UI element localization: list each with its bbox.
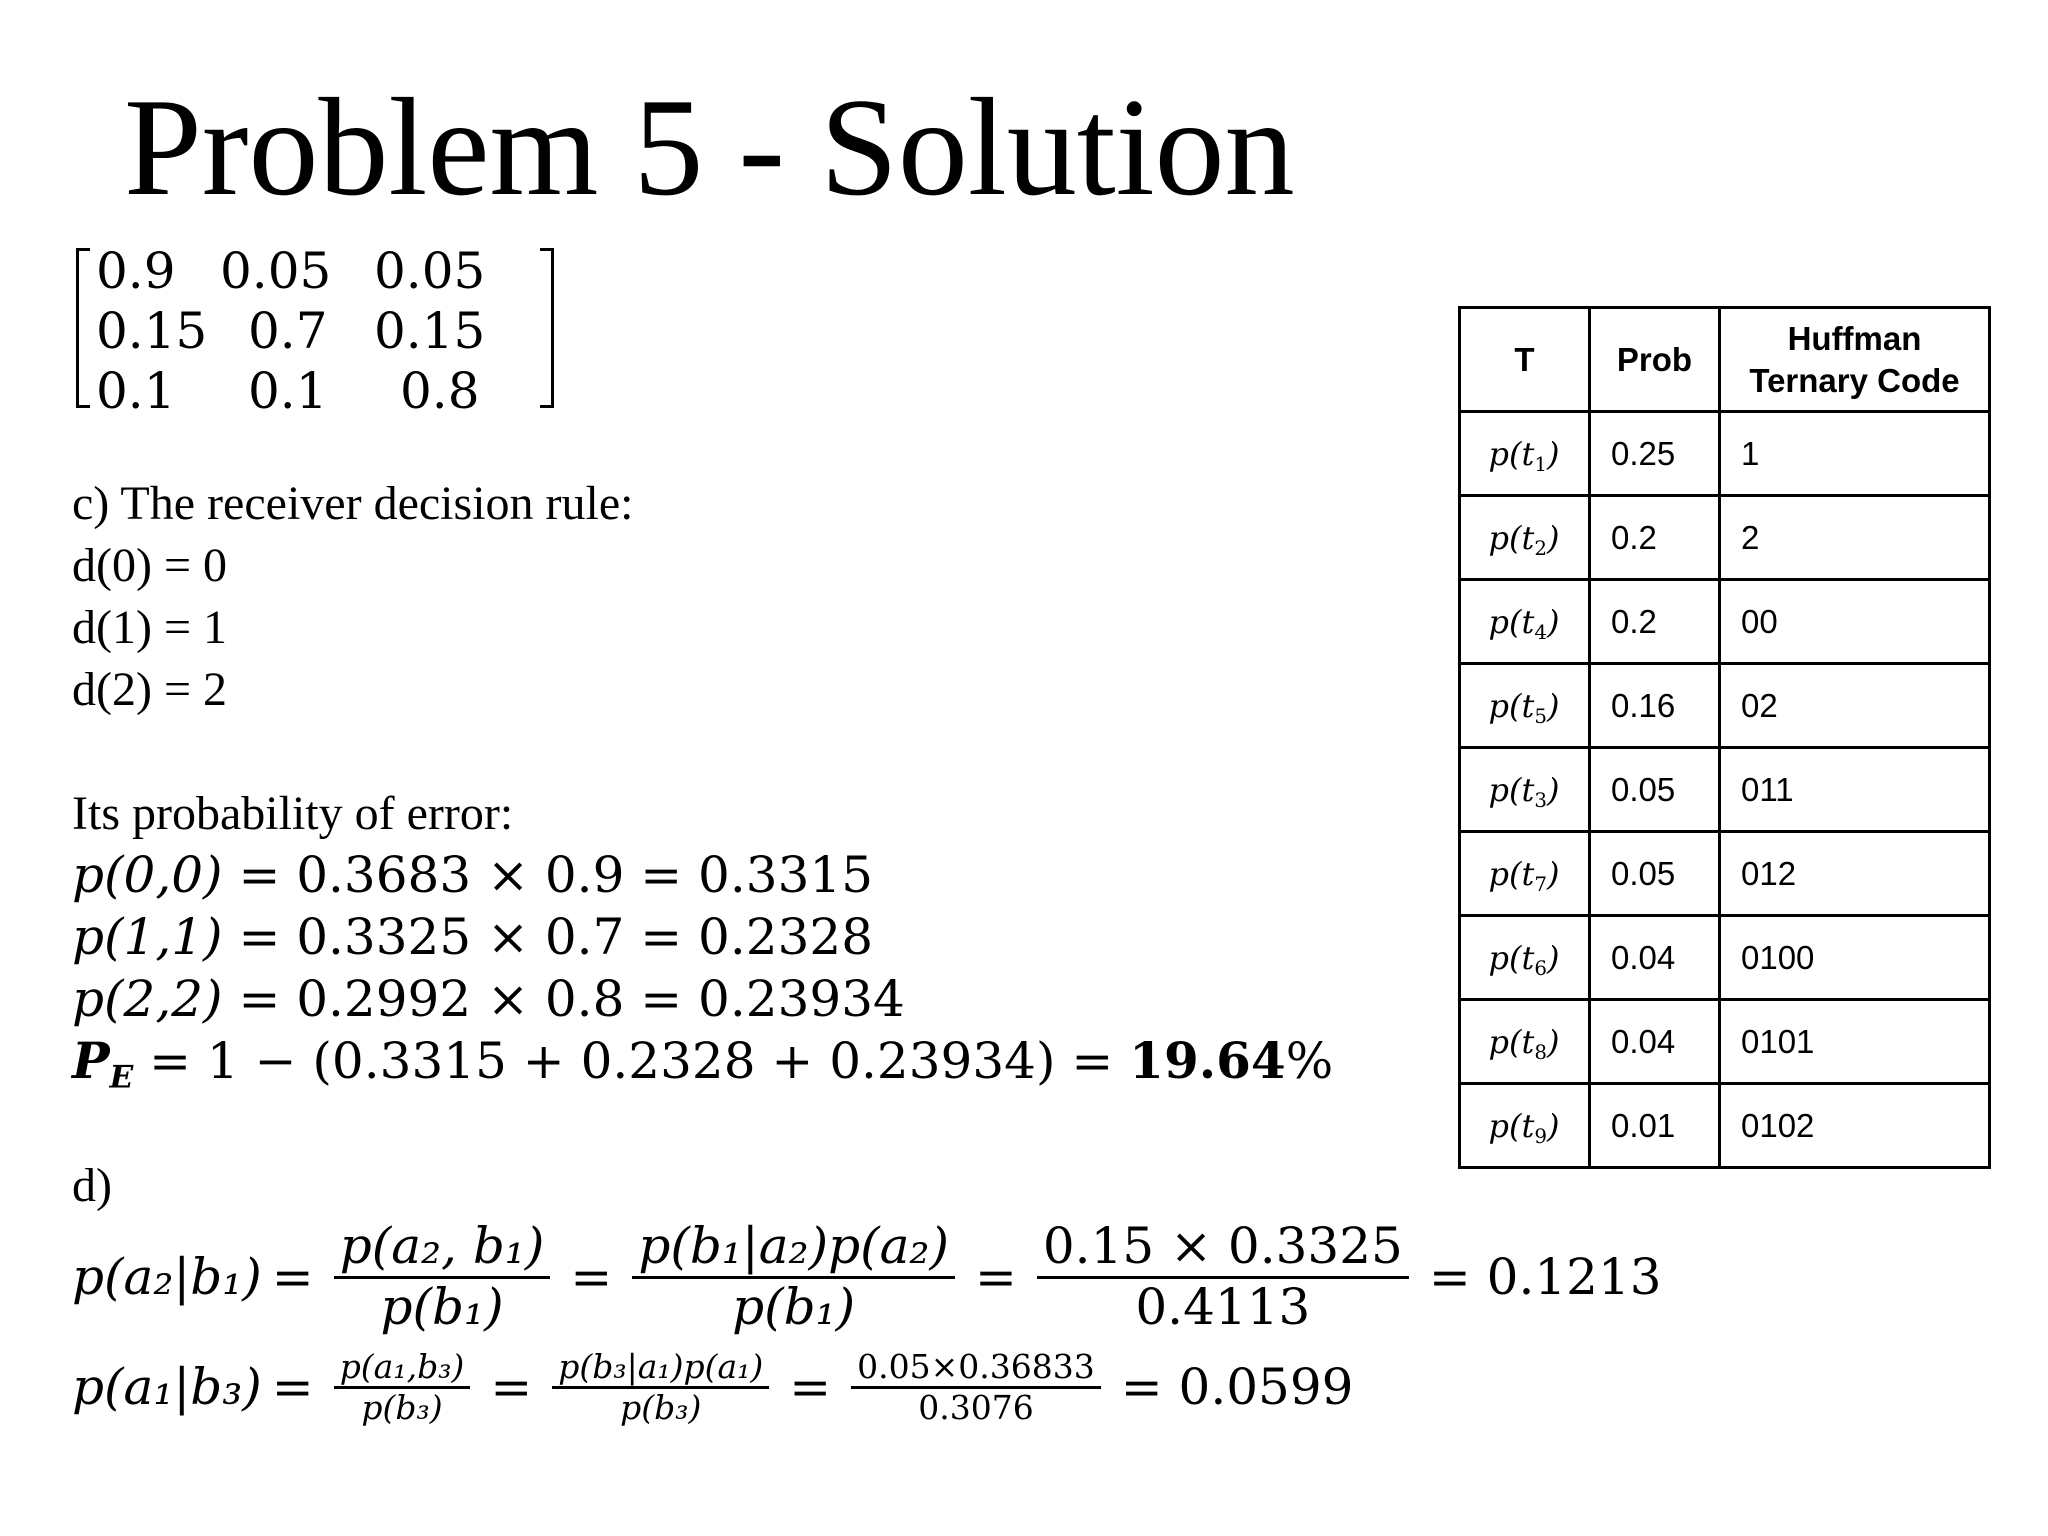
channel-matrix	[70, 242, 490, 420]
fraction: $\frac{0.05\times 0.36833}{0.3076}$	[851, 1348, 1101, 1427]
table-row	[1460, 664, 1990, 748]
probability-of-error-result: 19.64	[1129, 1031, 1286, 1090]
matrix-cell: 0.05	[220, 242, 332, 300]
table-row	[1460, 412, 1990, 496]
prob-cell: 0.2	[1590, 580, 1720, 664]
part-d-heading: d)	[72, 1159, 112, 1212]
bayes-equation-2: p(a₁|b₃) = $\frac{\text{p(a₁,b₃)}}{\text{p(b₃)}}$ = $\frac{\text{p(b₃|a₁)p(a₁)}}{\text{p(b₃)}}$ = $\frac{0.05\times 0.36833}{0.3076}$ = 0.0599	[72, 1347, 1354, 1427]
matrix-cell: 0.15	[374, 302, 486, 360]
code-cell: 0102	[1720, 1084, 1990, 1168]
symbol-cell: $p(t_3)$	[1460, 748, 1590, 832]
code-cell: 2	[1720, 496, 1990, 580]
prob-cell: 0.25	[1590, 412, 1720, 496]
matrix-cell: 0.9	[96, 242, 176, 300]
huffman-code-table	[1458, 306, 1991, 1169]
probability-of-error-line: $P_E = 1 - (0.3315 + 0.2328 + 0.23934) = 19.64\%$	[72, 1031, 1334, 1096]
code-cell: 00	[1720, 580, 1990, 664]
symbol-cell: $p(t_7)$	[1460, 832, 1590, 916]
table-row	[1460, 580, 1990, 664]
symbol-cell: $p(t_9)$	[1460, 1084, 1590, 1168]
decision-rule: d(1) = 1	[72, 601, 228, 654]
matrix-cell: 0.8	[400, 362, 480, 420]
prob-cell: 0.05	[1590, 748, 1720, 832]
table-row	[1460, 496, 1990, 580]
code-cell: 1	[1720, 412, 1990, 496]
code-cell: 02	[1720, 664, 1990, 748]
prob-cell: 0.04	[1590, 916, 1720, 1000]
prob-cell: 0.2	[1590, 496, 1720, 580]
matrix-cell: 0.1	[248, 362, 328, 420]
fraction: $\frac{\text{p(a₂, b₁)}}{\text{p(b₁)}}$	[334, 1218, 551, 1336]
error-heading: Its probability of error:	[72, 787, 514, 840]
fraction: $\frac{\text{p(a₁,b₃)}}{\text{p(b₃)}}$	[334, 1348, 471, 1427]
prob-cell: 0.04	[1590, 1000, 1720, 1084]
code-cell: 0101	[1720, 1000, 1990, 1084]
table-row	[1460, 1000, 1990, 1084]
column-header-code: Huffman Ternary Code	[1720, 308, 1990, 412]
table-row	[1460, 748, 1990, 832]
symbol-cell: $p(t_5)$	[1460, 664, 1590, 748]
code-cell: 0100	[1720, 916, 1990, 1000]
prob-cell: 0.01	[1590, 1084, 1720, 1168]
matrix-left-bracket	[76, 248, 90, 408]
symbol-cell: $p(t_6)$	[1460, 916, 1590, 1000]
prob-cell: 0.16	[1590, 664, 1720, 748]
decision-rule: d(2) = 2	[72, 663, 228, 716]
symbol-cell: $p(t_4)$	[1460, 580, 1590, 664]
matrix-cell: 0.1	[96, 362, 176, 420]
matrix-right-bracket	[540, 248, 554, 408]
part-c-heading: c) The receiver decision rule:	[72, 477, 634, 530]
fraction: $\frac{\text{p(b₁|a₂)p(a₂)}}{\text{p(b₁)}}$	[632, 1218, 955, 1336]
symbol-cell: $p(t_2)$	[1460, 496, 1590, 580]
symbol-cell: $p(t_1)$	[1460, 412, 1590, 496]
bayes-equation-1: p(a₂|b₁) = $\frac{\text{p(a₂, b₁)}}{\text{p(b₁)}}$ = $\frac{\text{p(b₁|a₂)p(a₂)}}{\text{p(b₁)}}$ = $\frac{0.15 \times 0.3325}{0.4113}$ = 0.1213	[72, 1217, 1662, 1336]
error-line: p(0,0) = 0.3683 × 0.9 = 0.3315	[72, 846, 874, 904]
fraction: $\frac{0.15 \times 0.3325}{0.4113}$	[1037, 1218, 1409, 1336]
page-title: Problem 5 - Solution	[124, 70, 1295, 225]
fraction: $\frac{\text{p(b₃|a₁)p(a₁)}}{\text{p(b₃)}}$	[552, 1348, 769, 1427]
matrix-cell: 0.7	[248, 302, 328, 360]
table-row	[1460, 832, 1990, 916]
table-row	[1460, 916, 1990, 1000]
column-header-t: T	[1460, 308, 1590, 412]
decision-rule: d(0) = 0	[72, 539, 228, 592]
column-header-prob: Prob	[1590, 308, 1720, 412]
code-cell: 012	[1720, 832, 1990, 916]
error-line: p(1,1) = 0.3325 × 0.7 = 0.2328	[72, 908, 874, 966]
code-cell: 011	[1720, 748, 1990, 832]
matrix-cell: 0.05	[374, 242, 486, 300]
symbol-cell: $p(t_8)$	[1460, 1000, 1590, 1084]
prob-cell: 0.05	[1590, 832, 1720, 916]
matrix-cell: 0.15	[96, 302, 208, 360]
table-header-row	[1460, 308, 1990, 412]
error-line: p(2,2) = 0.2992 × 0.8 = 0.23934	[72, 970, 905, 1028]
table-row	[1460, 1084, 1990, 1168]
